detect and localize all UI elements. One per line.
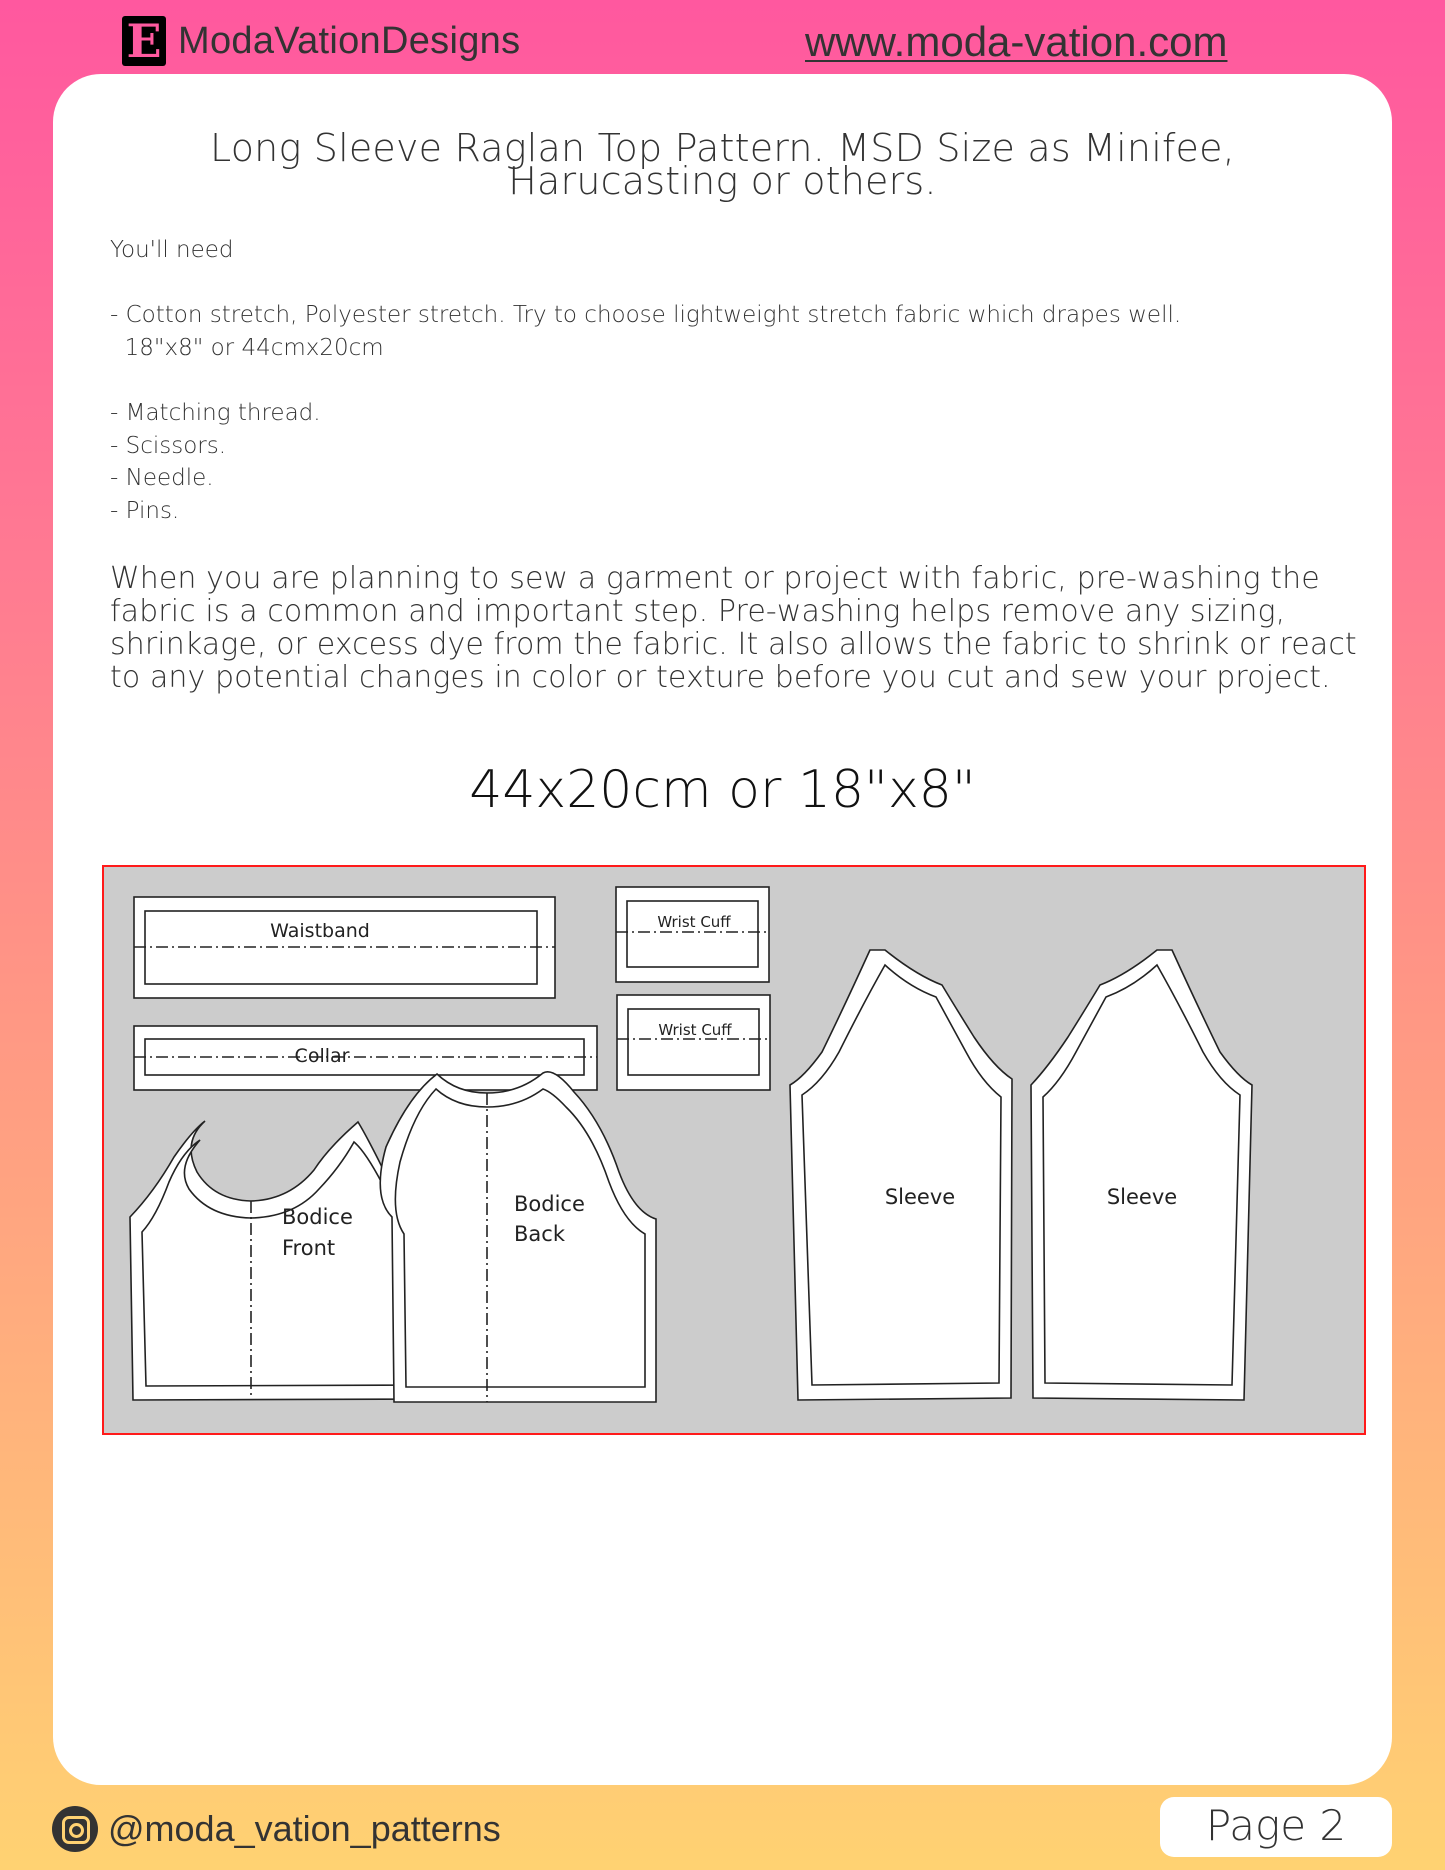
bodice-front-label-1: Bodice [282,1205,353,1229]
list-item: - Cotton stretch, Polyester stretch. Try to choose lightweight stretch fabric which drapes well. [110,302,1182,329]
list-item: - Needle. [110,465,214,492]
paragraph-line: When you are planning to sew a garment or project with fabric, pre-washing the [110,561,1320,596]
waistband-piece [134,897,555,998]
wrist-cuff-label: Wrist Cuff [658,1021,732,1039]
title-line-1: Long Sleeve Raglan Top Pattern. MSD Size as Minifee, [210,126,1235,170]
wrist-cuff-piece [616,887,769,982]
website-link[interactable]: www.moda-vation.com [805,18,1228,65]
paragraph-line: to any potential changes in color or texture before you cut and sew your project. [110,660,1331,695]
page-title [53,126,1392,203]
fabric-size-heading: 44x20cm or 18"x8" [469,760,976,820]
brand-name: ModaVationDesigns [178,19,521,62]
bodice-back-label-1: Bodice [514,1192,585,1216]
waistband-label: Waistband [270,920,370,942]
list-item: 18"x8" or 44cmx20cm [110,334,384,361]
bodice-back-piece [380,1072,656,1402]
page-number-badge: Page 2 [1160,1797,1392,1857]
sleeve-label: Sleeve [1106,1185,1178,1209]
collar-label: Collar [294,1045,350,1067]
pattern-layout-board [102,865,1366,1435]
prewash-paragraph [110,562,1400,694]
sleeve-label: Sleeve [884,1185,956,1209]
instagram-link[interactable] [52,1806,501,1852]
sleeve-piece [790,950,1012,1400]
materials-heading: You'll need [110,237,234,263]
bodice-front-label-2: Front [282,1236,336,1260]
list-item: - Scissors. [110,432,227,459]
paragraph-line: fabric is a common and important step. Pre-washing helps remove any sizing, [110,594,1286,629]
paragraph-line: shrinkage, or excess dye from the fabric. It also allows the fabric to shrink or react [110,627,1357,662]
list-item: - Matching thread. [110,399,321,426]
wrist-cuff-label: Wrist Cuff [657,913,731,931]
sleeve-piece [1031,950,1252,1400]
materials-list [110,234,1181,527]
brand [122,16,520,66]
title-line-2: Harucasting or others. [508,159,937,203]
bodice-back-label-2: Back [514,1222,565,1246]
instagram-icon [52,1806,98,1852]
wrist-cuff-piece [617,995,770,1090]
content-card [53,74,1392,1785]
etsy-e-icon: E [122,16,166,66]
list-item: - Pins. [110,497,180,524]
instagram-handle: @moda_vation_patterns [108,1808,501,1849]
collar-piece [134,1026,597,1090]
